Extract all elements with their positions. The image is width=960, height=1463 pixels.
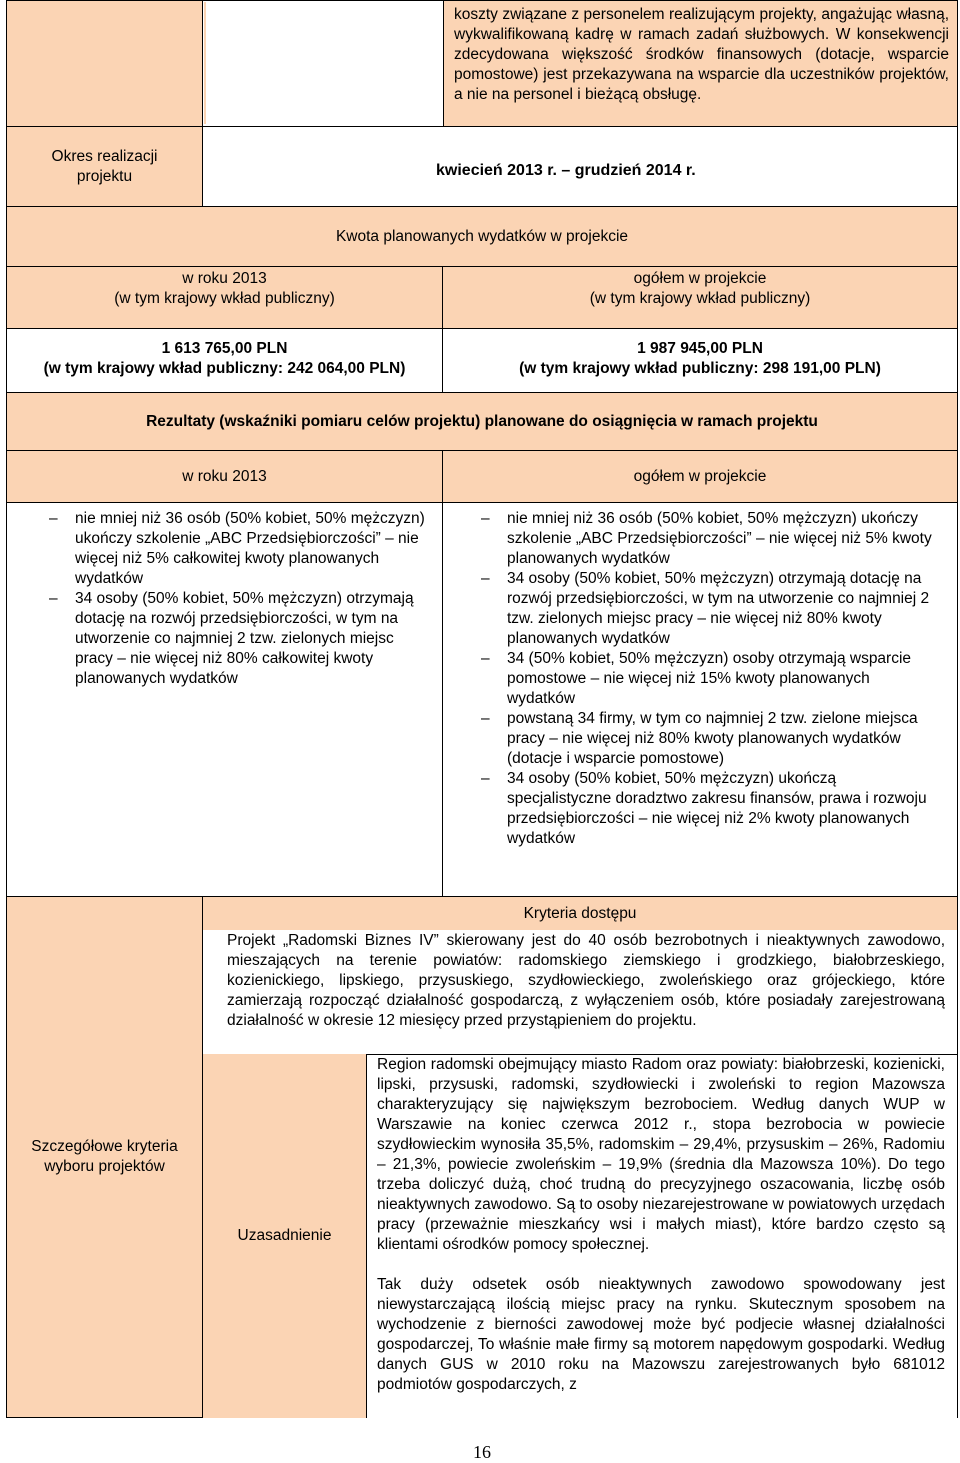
results-title: Rezultaty (wskaźniki pomiaru celów projektu) planowane do osiągnięcia w ramach projektu (6, 392, 958, 450)
list-item: – nie mniej niż 36 osób (50% kobiet, 50% mężczyzn) ukończy szkolenie „ABC Przedsiębiorczości” – nie więcej niż 5% kwoty planowanych wydatków (473, 509, 939, 569)
top-left-cell (6, 0, 202, 126)
justification-paragraph-2: Tak duży odsetek osób nieaktywnych zawodowo spowodowany jest niewystarczającą ilością miejsc pracy na rynku. Skutecznym sposobem na wychodzenie z bierności zawodowej może być podjecie własnej działalności gospodarczej, To właśnie małe firmy są motorem napędowym gospodarki. Według danych GUS w 2010 roku na Mazowszu zarejestrowanych było 681012 podmiotów gospodarczych, z (377, 1276, 945, 1393)
budget-col1-value-line2: (w tym krajowy wkład publiczny: 242 064,00 PLN) (43, 360, 406, 377)
budget-col1-header-line1: w roku 2013 (182, 270, 267, 287)
results-col1-list (41, 509, 428, 689)
list-item: – powstaną 34 firmy, w tym co najmniej 2 tzw. zielone miejsca pracy – nie więcej niż 80% kwoty planowanych wydatków (dotacje i wsparcie pomostowe) (473, 709, 939, 769)
criteria-side-label: Szczegółowe kryteria wyboru projektów (6, 896, 202, 1418)
access-title: Kryteria dostępu (202, 896, 958, 930)
results-col2-list (473, 509, 939, 849)
budget-col1-header-line2: (w tym krajowy wkład publiczny) (114, 290, 335, 307)
access-text: Projekt „Radomski Biznes IV” skierowany jest do 40 osób bezrobotnych i nieaktywnych zawodowo, mieszających na terenie powiatów: radomskiego ziemskiego i grodzkiego, białobrzeskiego, kozienickiego, lipskiego, przysuskiego, szydłowieckiego, zwoleńskiego oraz grójeckiego, które zamierzają rozpocząć działalność gospodarczą, z wyłączeniem osób, które posiadały zarejestrowaną działalność w okresie 12 miesięcy przed przystąpieniem do projektu. (202, 930, 958, 1054)
justification-paragraph-1: Region radomski obejmujący miasto Radom oraz powiaty: białobrzeski, kozienicki, lipski, przysuski, radomski, szydłowiecki i zwoleński to region Mazowsza charakteryzujący się największym bezrobociem. Według danych WUP w Warszawie na koniec czerwca 2012 r., stopa bezrobocia w powiecie szydłowieckim wynosiła 35,5%, radomskim – 29,4%, przysuskim – 26%, Radomiu – 21,3%, powiecie zwoleńskim – 19,9% (średnia dla Mazowsza 10%). Do tego trzeba doliczyć dużą, choć trudną do precyzyjnego oszacowania, liczbę osób nieaktywnych zawodowo. Są to osoby niezarejestrowane w powiatowych urzędach pracy (przeważnie mieszkańcy wsi i małych miast), które bardzo często są klientami ośrodków pomocy społecznej. (377, 1056, 945, 1253)
results-col2-cell (443, 502, 958, 896)
budget-col2-value (443, 328, 958, 392)
top-mid-peach-strip (204, 2, 206, 124)
list-item: – nie mniej niż 36 osób (50% kobiet, 50% mężczyzn) ukończy szkolenie „ABC Przedsiębiorczości” – nie więcej niż 5% całkowitej kwoty planowanych wydatków (41, 509, 428, 589)
budget-col1-value-line1: 1 613 765,00 PLN (161, 340, 288, 357)
personnel-text: koszty związane z personelem realizującym projekty, angażując własną, wykwalifikowaną kadrę w ramach zadań służbowych. W konsekwencji zdecydowana większość środków finansowych (dotacje, wsparcie pomostowe) jest przekazywana na wsparcie dla uczestników projektów, a nie na personel i bieżącą obsługę. (444, 0, 958, 126)
period-label: Okres realizacji projektu (6, 126, 202, 206)
list-item: – 34 osoby (50% kobiet, 50% mężczyzn) otrzymają dotację na rozwój przedsiębiorczości, w tym na utworzenie co najmniej 2 tzw. zielonych miejsc pracy – nie więcej niż 80% całkowitej kwoty planowanych wydatków (41, 589, 428, 689)
justification-label: Uzasadnienie (202, 1054, 366, 1418)
budget-col2-header-line2: (w tym krajowy wkład publiczny) (589, 290, 811, 307)
justification-cell (366, 1054, 958, 1418)
page-number: 16 (473, 1442, 491, 1462)
list-item: – 34 osoby (50% kobiet, 50% mężczyzn) otrzymają dotację na rozwój przedsiębiorczości, w tym na utworzenie co najmniej 2 tzw. zielonych miejsc pracy – nie więcej niż 80% kwoty planowanych wydatków (473, 569, 939, 649)
list-item: – 34 osoby (50% kobiet, 50% mężczyzn) ukończą specjalistyczne doradztwo zakresu finansów, prawa i rozwoju przedsiębiorczości – nie więcej niż 2% kwoty planowanych wydatków (473, 769, 939, 849)
budget-col1-value (6, 328, 443, 392)
results-col2-header: ogółem w projekcie (443, 450, 958, 502)
budget-col1-header (6, 266, 443, 328)
top-mid-cell (202, 0, 444, 126)
budget-col2-header (443, 266, 958, 328)
budget-col2-header-line1: ogółem w projekcie (633, 270, 767, 287)
results-col1-header: w roku 2013 (6, 450, 443, 502)
budget-title: Kwota planowanych wydatków w projekcie (6, 206, 958, 266)
budget-col2-value-line1: 1 987 945,00 PLN (637, 340, 763, 357)
results-col1-cell (6, 502, 443, 896)
budget-col2-value-line2: (w tym krajowy wkład publiczny: 298 191,00 PLN) (519, 360, 881, 377)
period-value: kwiecień 2013 r. – grudzień 2014 r. (202, 126, 958, 206)
list-item: – 34 (50% kobiet, 50% mężczyzn) osoby otrzymają wsparcie pomostowe – nie więcej niż 15% kwoty planowanych wydatków (473, 649, 939, 709)
